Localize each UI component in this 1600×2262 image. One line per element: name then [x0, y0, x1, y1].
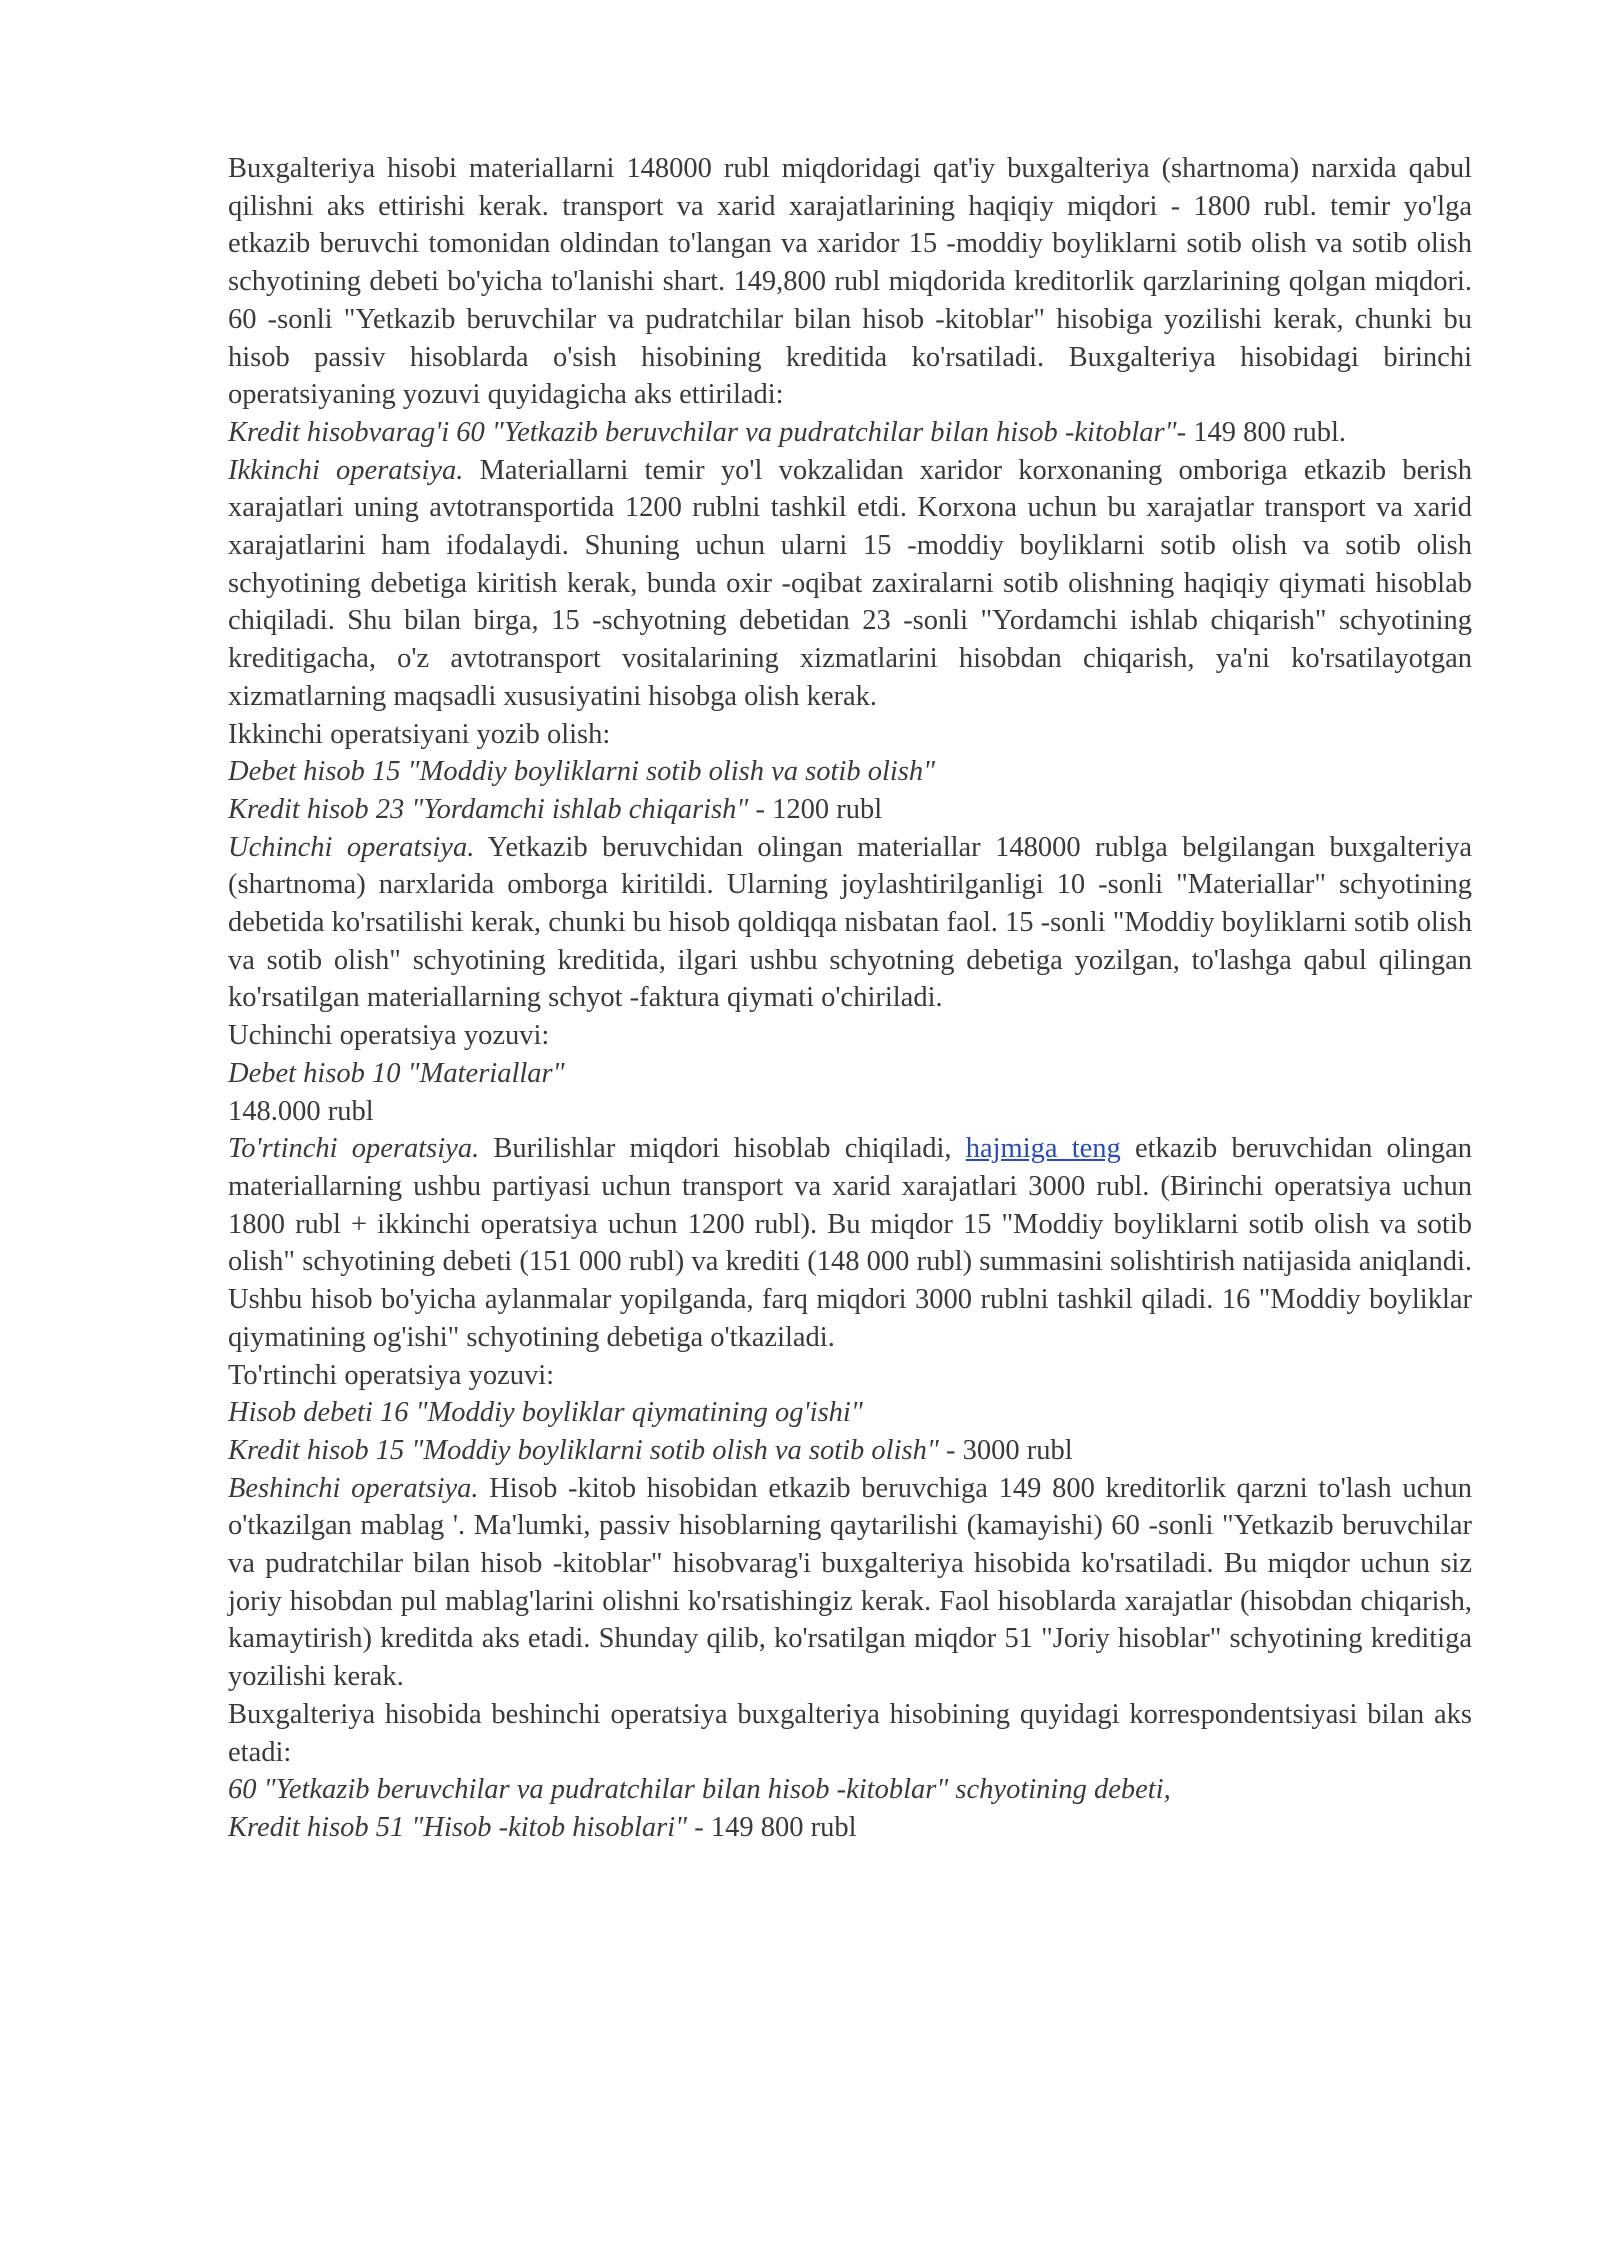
entry-debit-line: Hisob debeti 16 "Moddiy boyliklar qiymatining og'ishi" [228, 1397, 863, 1429]
entry-first-operation [228, 414, 1472, 452]
entry-amount-text: - 149 800 rubl. [1176, 416, 1347, 448]
entry-caption: To'rtinchi operatsiya yozuvi: [228, 1359, 555, 1391]
entry-account-text: Kredit hisob 15 "Moddiy boyliklarni sotib olish va sotib olish" [228, 1434, 939, 1466]
entry-account-text: Kredit hisob 23 "Yordamchi ishlab chiqarish" [228, 793, 749, 825]
entry-amount-line: 148.000 rubl [228, 1095, 374, 1127]
paragraph-text: etkazib beruvchidan olingan materiallarning ushbu partiyasi uchun transport va xarid xarajatlari 3000 rubl. (Birinchi operatsiya uchun 1800 rubl + ikkinchi operatsiya uchun 1200 rubl). Bu miqdor 15 "Moddiy boyliklarni sotib olish va sotib olish" schyotining debeti (151 000 rubl) va krediti (148 000 rubl) summasini solishtirish natijasida aniqlandi. Ushbu hisob bo'yicha aylanmalar yopilganda, farq miqdori 3000 rublni tashkil qiladi. 16 "Moddiy boyliklar qiymatining og'ishi" schyotining debetiga o'tkaziladi. [228, 1133, 1472, 1353]
paragraph-third-operation [228, 829, 1472, 1018]
paragraph-intro: Buxgalteriya hisobi materiallarni 148000 rubl miqdoridagi qat'iy buxgalteriya (shartnoma) narxida qabul qilishni aks ettirishi kerak. transport va xarid xarajatlarining haqiqiy miqdori - 1800 rubl. temir yo'lga etkazib beruvchi tomonidan oldindan to'langan va xaridor 15 -moddiy boyliklarni sotib olish va sotib olish schyotining debeti bo'yicha to'lanishi shart. 149,800 rubl miqdorida kreditorlik qarzlarining qolgan miqdori. 60 -sonli "Yetkazib beruvchilar va pudratchilar bilan hisob -kitoblar" hisobiga yozilishi kerak, chunki bu hisob passiv hisoblarda o'sish hisobining kreditida ko'rsatiladi. Buxgalteriya hisobidagi birinchi operatsiyaning yozuvi quyidagicha aks ettiriladi: [228, 153, 1472, 411]
paragraph-text: Burilishlar miqdori hisoblab chiqiladi, [479, 1133, 966, 1165]
entry-amount-text: - 149 800 rubl [687, 1811, 857, 1843]
entry-amount-text: - 3000 rubl [938, 1434, 1073, 1466]
operation-heading: Beshinchi operatsiya. [228, 1472, 479, 1504]
paragraph-text: Yetkazib beruvchidan olingan materiallar 148000 rublga belgilangan buxgalteriya (shartnoma) narxlarida omborga kiritildi. Ularning joylashtirilganligi 10 -sonli "Materiallar" schyotining debetida ko'rsatilishi kerak, chunki bu hisob qoldiqqa nisbatan faol. 15 -sonli "Moddiy boyliklarni sotib olish va sotib olish" schyotining kreditida, ilgari ushbu schyotning debetiga yozilgan, to'lashga qabul qilingan ko'rsatilgan materiallarning schyot -faktura qiymati o'chiriladi. [228, 831, 1472, 1014]
paragraph-fourth-operation [228, 1130, 1472, 1356]
entry-debit-line: Debet hisob 10 "Materiallar" [228, 1057, 565, 1089]
document-page [228, 150, 1472, 1847]
entry-account-text: Kredit hisobvarag'i 60 "Yetkazib beruvchilar va pudratchilar bilan hisob -kitoblar" [228, 416, 1177, 448]
operation-heading: Uchinchi operatsiya. [228, 831, 475, 863]
entry-debit-line: Debet hisob 15 "Moddiy boyliklarni sotib olish va sotib olish" [228, 756, 936, 788]
operation-heading: Ikkinchi operatsiya. [228, 454, 464, 486]
hajmiga-teng-link[interactable]: hajmiga teng [965, 1133, 1121, 1165]
entry-credit-line [228, 1809, 1472, 1847]
paragraph-text: Hisob -kitob hisobidan etkazib beruvchiga 149 800 kreditorlik qarzni to'lash uchun o'tkazilgan mablag '. Ma'lumki, passiv hisoblarning qaytarilishi (kamayishi) 60 -sonli "Yetkazib beruvchilar va pudratchilar bilan hisob -kitoblar" hisobvarag'i buxgalteriya hisobida ko'rsatiladi. Bu miqdor uchun siz joriy hisobdan pul mablag'larini olishni ko'rsatishingiz kerak. Faol hisoblarda xarajatlar (hisobdan chiqarish, kamaytirish) kreditda aks etadi. Shunday qilib, ko'rsatilgan miqdor 51 "Joriy hisoblar" schyotining kreditiga yozilishi kerak. [228, 1472, 1472, 1693]
paragraph-correspondence: Buxgalteriya hisobida beshinchi operatsiya buxgalteriya hisobining quyidagi korrespondentsiyasi bilan aks etadi: [228, 1698, 1472, 1768]
entry-amount-text: - 1200 rubl [748, 793, 883, 825]
entry-caption: Uchinchi operatsiya yozuvi: [228, 1020, 550, 1052]
entry-account-text: Kredit hisob 51 "Hisob -kitob hisoblari" [228, 1811, 688, 1843]
entry-debit-line: 60 "Yetkazib beruvchilar va pudratchilar bilan hisob -kitoblar" schyotining debeti, [228, 1774, 1171, 1806]
entry-credit-line [228, 1432, 1472, 1470]
operation-heading: To'rtinchi operatsiya. [228, 1133, 480, 1165]
entry-credit-line [228, 791, 1472, 829]
paragraph-text: Materiallarni temir yo'l vokzalidan xaridor korxonaning omboriga etkazib berish xarajatlari uning avtotransportida 1200 rublni tashkil etdi. Korxona uchun bu xarajatlar transport va xarid xarajatlarini ham ifodalaydi. Shuning uchun ularni 15 -moddiy boyliklarni sotib olish va sotib olish schyotining debetiga kiritish kerak, bunda oxir -oqibat zaxiralarni sotib olishning haqiqiy qiymati hisoblab chiqiladi. Shu bilan birga, 15 -schyotning debetidan 23 -sonli "Yordamchi ishlab chiqarish" schyotining kreditigacha, o'z avtotransport vositalarining xizmatlarini hisobdan chiqarish, ya'ni ko'rsatilayotgan xizmatlarning maqsadli xususiyatini hisobga olish kerak. [228, 454, 1472, 712]
paragraph-fifth-operation [228, 1470, 1472, 1696]
entry-caption: Ikkinchi operatsiyani yozib olish: [228, 718, 611, 750]
paragraph-second-operation [228, 452, 1472, 716]
